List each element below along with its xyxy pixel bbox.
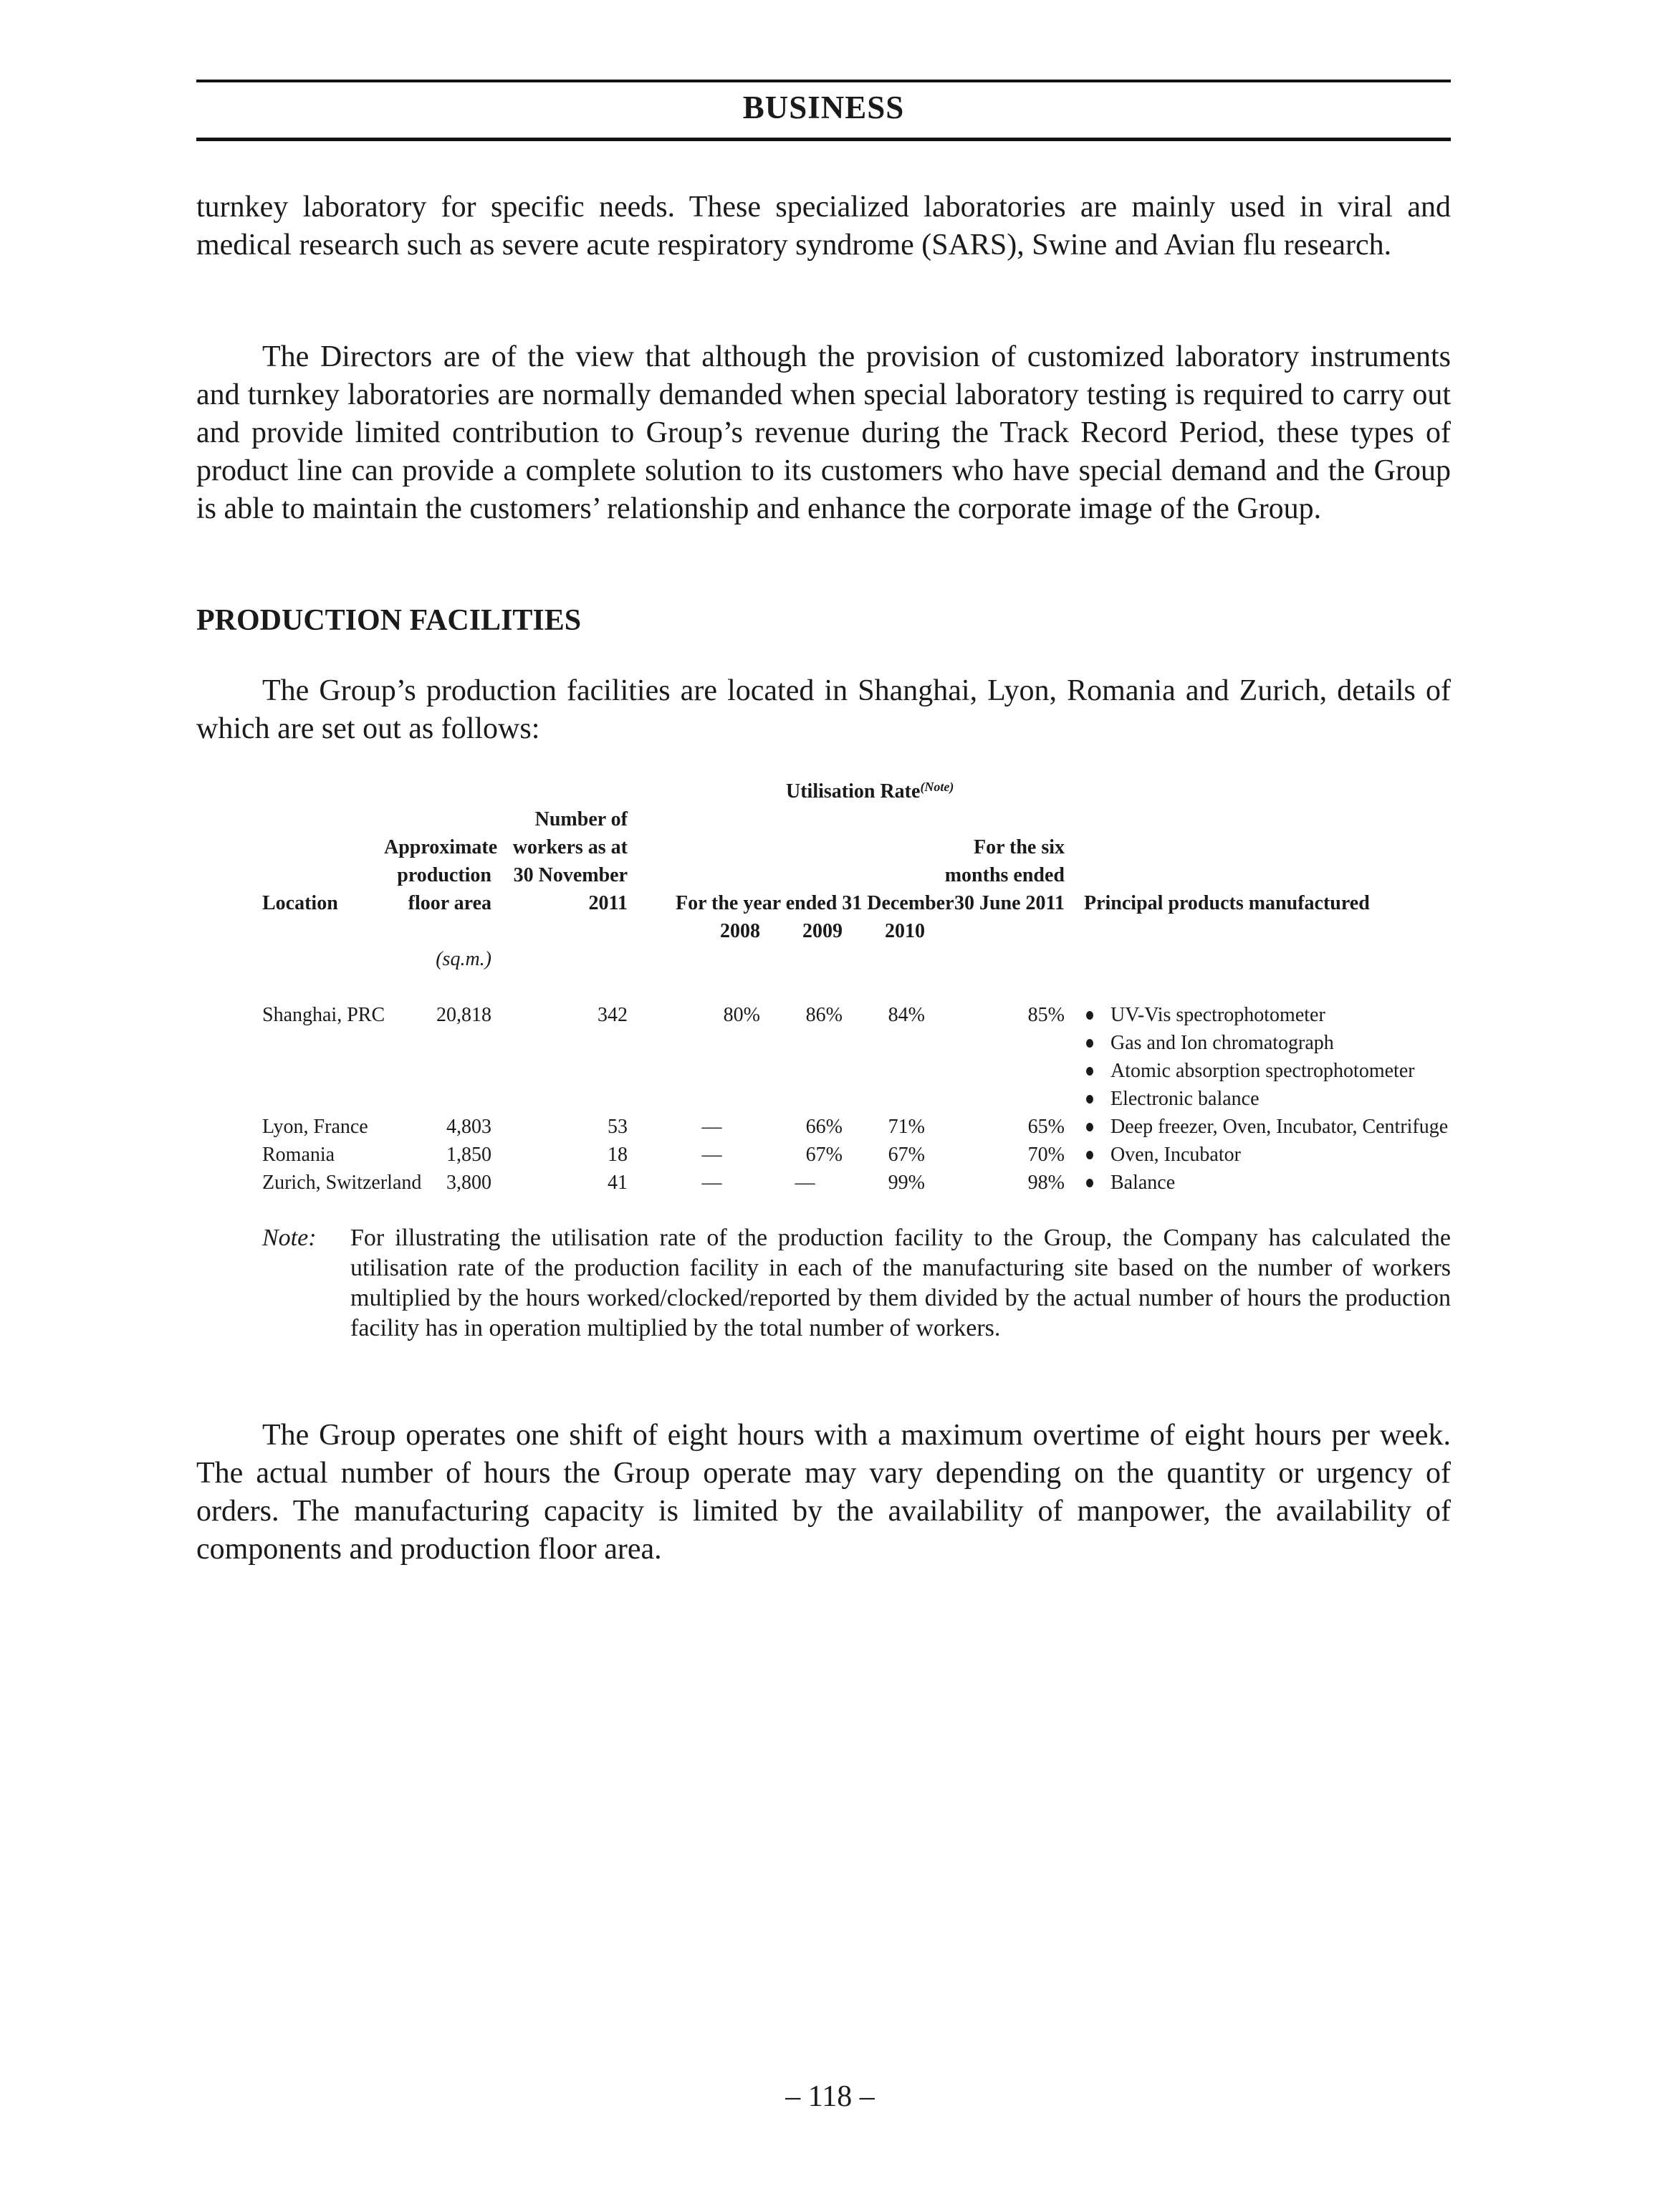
- row-lyon-2009: 66%: [805, 1116, 843, 1138]
- year-2008-header: 2008: [720, 920, 760, 942]
- row-zurich-2008: —: [701, 1172, 722, 1194]
- row-zurich-six-months: 98%: [1027, 1172, 1065, 1194]
- row-zurich-2010: 99%: [888, 1172, 925, 1194]
- row-shanghai-products: [1084, 1001, 1415, 1113]
- location-header: Location: [262, 892, 338, 914]
- row-shanghai-area: 20,818: [436, 1004, 491, 1026]
- workers-header-line3: 30 November: [513, 864, 628, 886]
- paragraph-directors-view: The Directors are of the view that although the provision of customized laboratory instruments and turnkey laboratories are normally demanded when special laboratory testing is required to carry out and provide limited contribution to Group’s revenue during the Track Record Period, these types of product line can provide a complete solution to its customers who have special demand and the Group is able to maintain the customers’ relationship and enhance the corporate image of the Group.: [196, 340, 1451, 525]
- product-item: Gas and Ion chromatograph: [1084, 1029, 1415, 1057]
- row-romania-2008: —: [701, 1144, 722, 1166]
- row-lyon-products: [1084, 1113, 1448, 1141]
- row-lyon-six-months: 65%: [1027, 1116, 1065, 1138]
- principal-products-header: Principal products manufactured: [1084, 892, 1370, 914]
- utilisation-rate-header: [786, 777, 954, 805]
- row-shanghai-2008: 80%: [723, 1004, 760, 1026]
- year-ended-header: For the year ended 31 December: [676, 892, 954, 914]
- note-label: Note:: [262, 1225, 317, 1251]
- row-lyon-workers: 53: [608, 1116, 628, 1138]
- row-romania-location: Romania: [262, 1144, 335, 1166]
- product-item: Oven, Incubator: [1084, 1141, 1241, 1169]
- row-lyon-2008: —: [701, 1116, 722, 1138]
- six-months-header-line1: For the six: [973, 836, 1065, 858]
- row-shanghai-2009: 86%: [805, 1004, 843, 1026]
- six-months-header-line3: 30 June 2011: [954, 892, 1065, 914]
- year-2010-header: 2010: [885, 920, 925, 942]
- product-item: UV-Vis spectrophotometer: [1084, 1001, 1415, 1029]
- row-lyon-area: 4,803: [446, 1116, 491, 1138]
- year-2009-header: 2009: [802, 920, 843, 942]
- paragraph-facilities-intro: The Group’s production facilities are located in Shanghai, Lyon, Romania and Zurich, details of which are set out as follows:: [196, 674, 1451, 745]
- row-shanghai-workers: 342: [598, 1004, 628, 1026]
- section-heading-production-facilities: PRODUCTION FACILITIES: [196, 604, 582, 637]
- row-romania-2010: 67%: [888, 1144, 925, 1166]
- product-item: Electronic balance: [1084, 1085, 1415, 1113]
- paragraph-turnkey: turnkey laboratory for specific needs. These specialized laboratories are mainly used in viral and medical research such as severe acute respiratory syndrome (SARS), Swine and Avian flu research.: [196, 191, 1451, 262]
- paragraph-shift-operations: The Group operates one shift of eight hours with a maximum overtime of eight hours per week. The actual number of hours the Group operate may vary depending on the quantity or urgency of orders. The manufacturing capacity is limited by the availability of manpower, the availability of components and production floor area.: [196, 1419, 1451, 1566]
- header-bottom-rule: [196, 138, 1451, 141]
- area-header-line2: production: [397, 864, 491, 886]
- row-zurich-products: [1084, 1169, 1175, 1197]
- six-months-header-line2: months ended: [944, 864, 1065, 886]
- row-romania-workers: 18: [608, 1144, 628, 1166]
- product-item: Deep freezer, Oven, Incubator, Centrifuge: [1084, 1113, 1448, 1141]
- row-shanghai-location: Shanghai, PRC: [262, 1004, 385, 1026]
- utilisation-rate-label: Utilisation Rate: [786, 780, 921, 803]
- row-zurich-workers: 41: [608, 1172, 628, 1194]
- row-zurich-area: 3,800: [446, 1172, 491, 1194]
- product-item: Balance: [1084, 1169, 1175, 1197]
- row-romania-2009: 67%: [805, 1144, 843, 1166]
- production-facilities-table: [262, 777, 1452, 1200]
- row-lyon-2010: 71%: [888, 1116, 925, 1138]
- row-romania-products: [1084, 1141, 1241, 1169]
- workers-header-line1: Number of: [534, 808, 628, 830]
- product-item: Atomic absorption spectrophotometer: [1084, 1057, 1415, 1085]
- page-header-title: BUSINESS: [742, 90, 905, 125]
- area-header-line1: Approximate: [384, 836, 498, 858]
- area-header-line3: floor area: [408, 892, 491, 914]
- workers-header-line2: workers as at: [512, 836, 628, 858]
- workers-header-line4: 2011: [588, 892, 628, 914]
- row-shanghai-six-months: 85%: [1027, 1004, 1065, 1026]
- row-shanghai-2010: 84%: [888, 1004, 925, 1026]
- header-top-rule: [196, 80, 1451, 82]
- utilisation-note-ref: (Note): [920, 780, 954, 794]
- page-number: – 118 –: [785, 2080, 875, 2113]
- area-unit: (sq.m.): [436, 948, 491, 970]
- note-text: For illustrating the utilisation rate of the production facility to the Group, the Company has calculated the utilisation rate of the production facility in each of the manufacturing site based on the number of workers multiplied by the hours worked/clocked/reported by them divided by the actual number of hours the production facility has in operation multiplied by the total number of workers.: [350, 1225, 1451, 1341]
- row-zurich-location: Zurich, Switzerland: [262, 1172, 422, 1194]
- row-lyon-location: Lyon, France: [262, 1116, 368, 1138]
- row-romania-area: 1,850: [446, 1144, 491, 1166]
- row-zurich-2009: —: [795, 1172, 815, 1194]
- row-romania-six-months: 70%: [1027, 1144, 1065, 1166]
